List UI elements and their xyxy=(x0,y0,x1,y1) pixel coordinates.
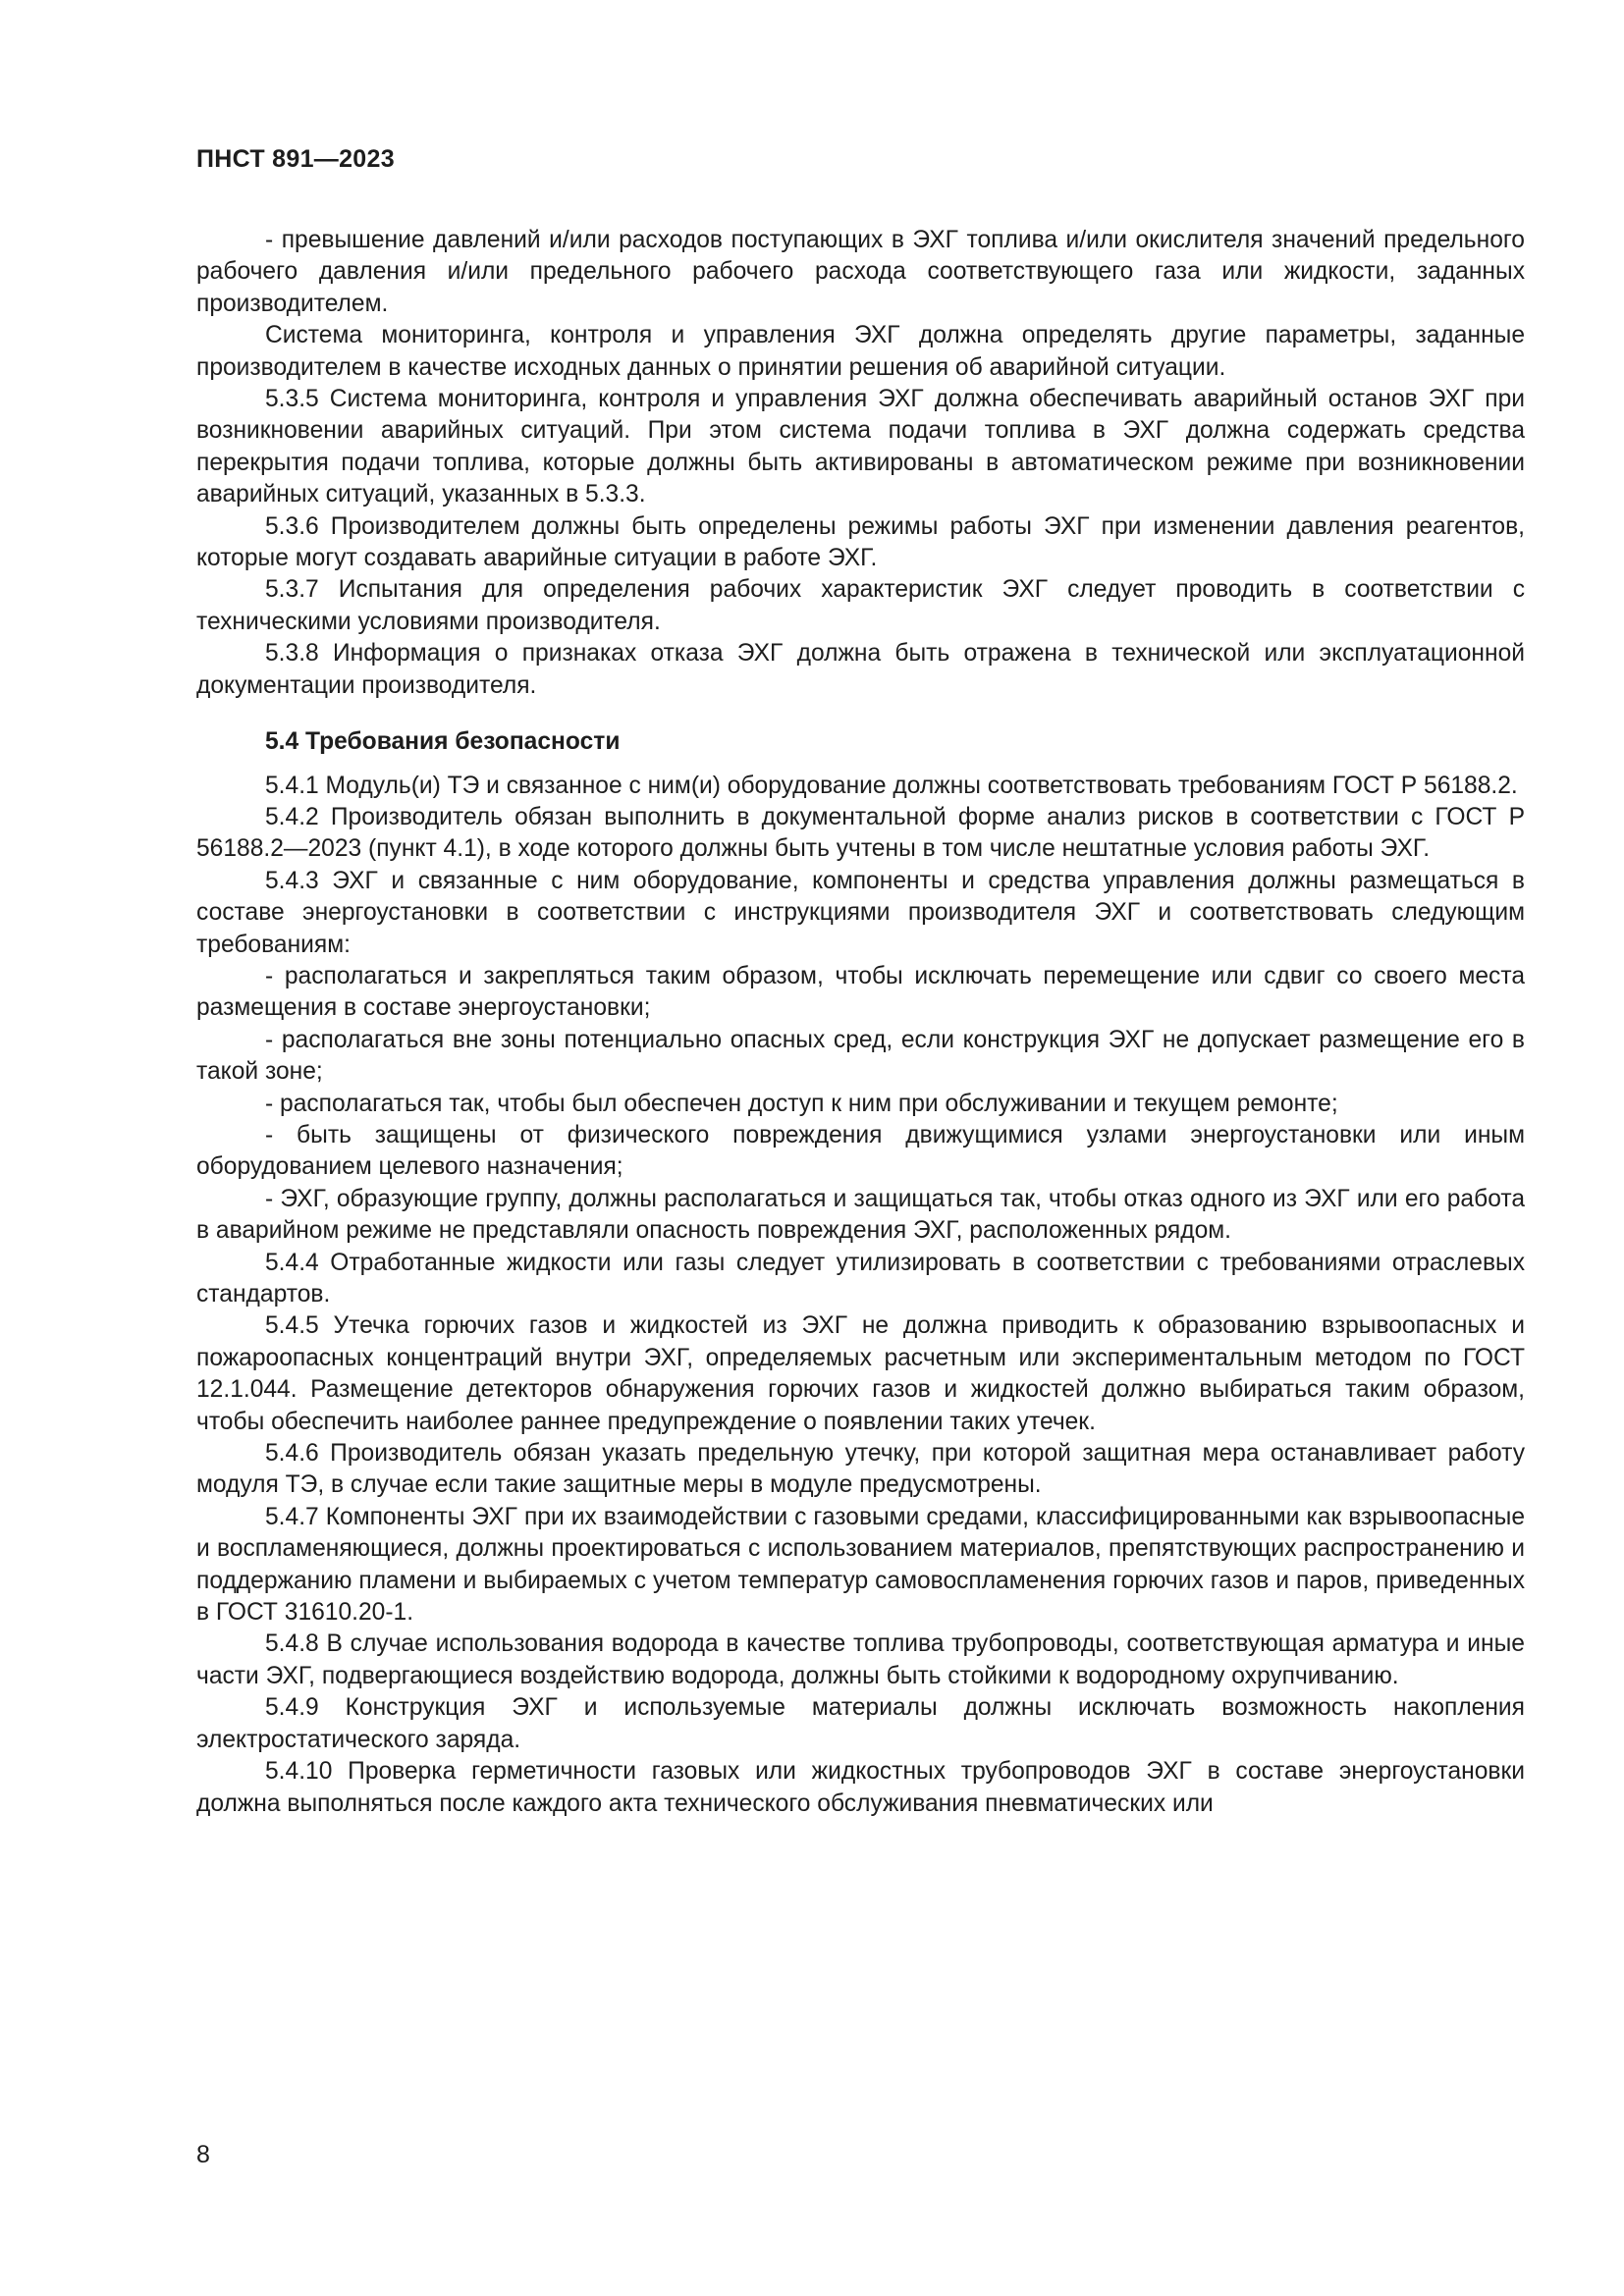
paragraph: 5.4.7 Компоненты ЭХГ при их взаимодействии с газовыми средами, классифицированными как взрывоопасные и воспламеняющиеся, должны проектироваться с использованием материалов, препятствующих распространению и поддержанию пламени и выбираемых с учетом температур самовоспламенения горючих газов и паров, приведенных в ГОСТ 31610.20-1. xyxy=(196,1503,1525,1627)
paragraph: 5.4.5 Утечка горючих газов и жидкостей из ЭХГ не должна приводить к образованию взрывоопасных и пожароопасных концентраций внутри ЭХГ, определяемых расчетным или экспериментальным методом по ГОСТ 12.1.044. Размещение детекторов обнаружения горючих газов и жидкостей должно выбираться таким образом, чтобы обеспечить наиболее раннее предупреждение о появлении таких утечек. xyxy=(196,1312,1525,1435)
paragraph: 5.3.5 Система мониторинга, контроля и управления ЭХГ должна обеспечивать аварийный останов ЭХГ при возникновении аварийных ситуаций. При этом система подачи топлива в ЭХГ должна содержать средства перекрытия подачи топлива, которые должны быть активированы в автоматическом режиме при возникновении аварийных ситуаций, указанных в 5.3.3. xyxy=(196,386,1525,508)
paragraph: 5.4.6 Производитель обязан указать предельную утечку, при которой защитная мера останавливает работу модуля ТЭ, в случае если такие защитные меры в модуле предусмотрены. xyxy=(196,1440,1525,1499)
paragraph: 5.4.3 ЭХГ и связанные с ним оборудование, компоненты и средства управления должны размещаться в составе энергоустановки в соответствии с инструкциями производителя ЭХГ и соответствовать следующим требованиям: xyxy=(196,867,1525,958)
page-number: 8 xyxy=(196,2141,210,2168)
list-item: - быть защищены от физического повреждения движущимися узлами энергоустановки или иным оборудованием целевого назначения; xyxy=(196,1121,1525,1181)
list-item: - располагаться так, чтобы был обеспечен доступ к ним при обслуживании и текущем ремонте; xyxy=(265,1090,1338,1117)
paragraph: 5.3.7 Испытания для определения рабочих характеристик ЭХГ следует проводить в соответствии с техническими условиями производителя. xyxy=(196,576,1525,635)
paragraph: 5.4.2 Производитель обязан выполнить в документальной форме анализ рисков в соответствии с ГОСТ Р 56188.2—2023 (пункт 4.1), в ходе которого должны быть учтены в том числе нештатные условия работы ЭХГ. xyxy=(196,803,1525,863)
paragraph: - превышение давлений и/или расходов поступающих в ЭХГ топлива и/или окислителя значений предельного рабочего давления и/или предельного рабочего расхода соответствующего газа или жидкости, заданных производителем. xyxy=(196,227,1525,317)
paragraph: 5.3.8 Информация о признаках отказа ЭХГ должна быть отражена в технической или эксплуатационной документации производителя. xyxy=(196,640,1525,699)
section-heading: 5.4 Требования безопасности xyxy=(265,728,621,756)
paragraph: 5.4.9 Конструкция ЭХГ и используемые материалы должны исключать возможность накопления электростатического заряда. xyxy=(196,1694,1525,1753)
document-body xyxy=(196,225,1525,1820)
list-item: - располагаться вне зоны потенциально опасных сред, если конструкция ЭХГ не допускает размещение его в такой зоне; xyxy=(196,1026,1525,1086)
document-code-header: ПНСТ 891—2023 xyxy=(196,145,395,173)
paragraph: 5.4.4 Отработанные жидкости или газы следует утилизировать в соответствии с требованиями отраслевых стандартов. xyxy=(196,1249,1525,1308)
paragraph: 5.4.10 Проверка герметичности газовых или жидкостных трубопроводов ЭХГ в составе энергоустановки должна выполняться после каждого акта технического обслуживания пневматических или xyxy=(196,1758,1525,1817)
paragraph: 5.4.1 Модуль(и) ТЭ и связанное с ним(и) оборудование должны соответствовать требованиям ГОСТ Р 56188.2. xyxy=(265,772,1518,799)
paragraph: 5.4.8 В случае использования водорода в качестве топлива трубопроводы, соответствующая арматура и иные части ЭХГ, подвергающиеся воздействию водорода, должны быть стойкими к водородному охрупчиванию. xyxy=(196,1630,1525,1689)
paragraph: Система мониторинга, контроля и управления ЭХГ должна определять другие параметры, заданные производителем в качестве исходных данных о принятии решения об аварийной ситуации. xyxy=(196,322,1525,381)
paragraph: 5.3.6 Производителем должны быть определены режимы работы ЭХГ при изменении давления реагентов, которые могут создавать аварийные ситуации в работе ЭХГ. xyxy=(196,512,1525,572)
list-item: - располагаться и закрепляться таким образом, чтобы исключать перемещение или сдвиг со своего места размещения в составе энергоустановки; xyxy=(196,962,1525,1022)
list-item: - ЭХГ, образующие группу, должны располагаться и защищаться так, чтобы отказ одного из ЭХГ или его работа в аварийном режиме не представляли опасность повреждения ЭХГ, расположенных рядом. xyxy=(196,1185,1525,1245)
